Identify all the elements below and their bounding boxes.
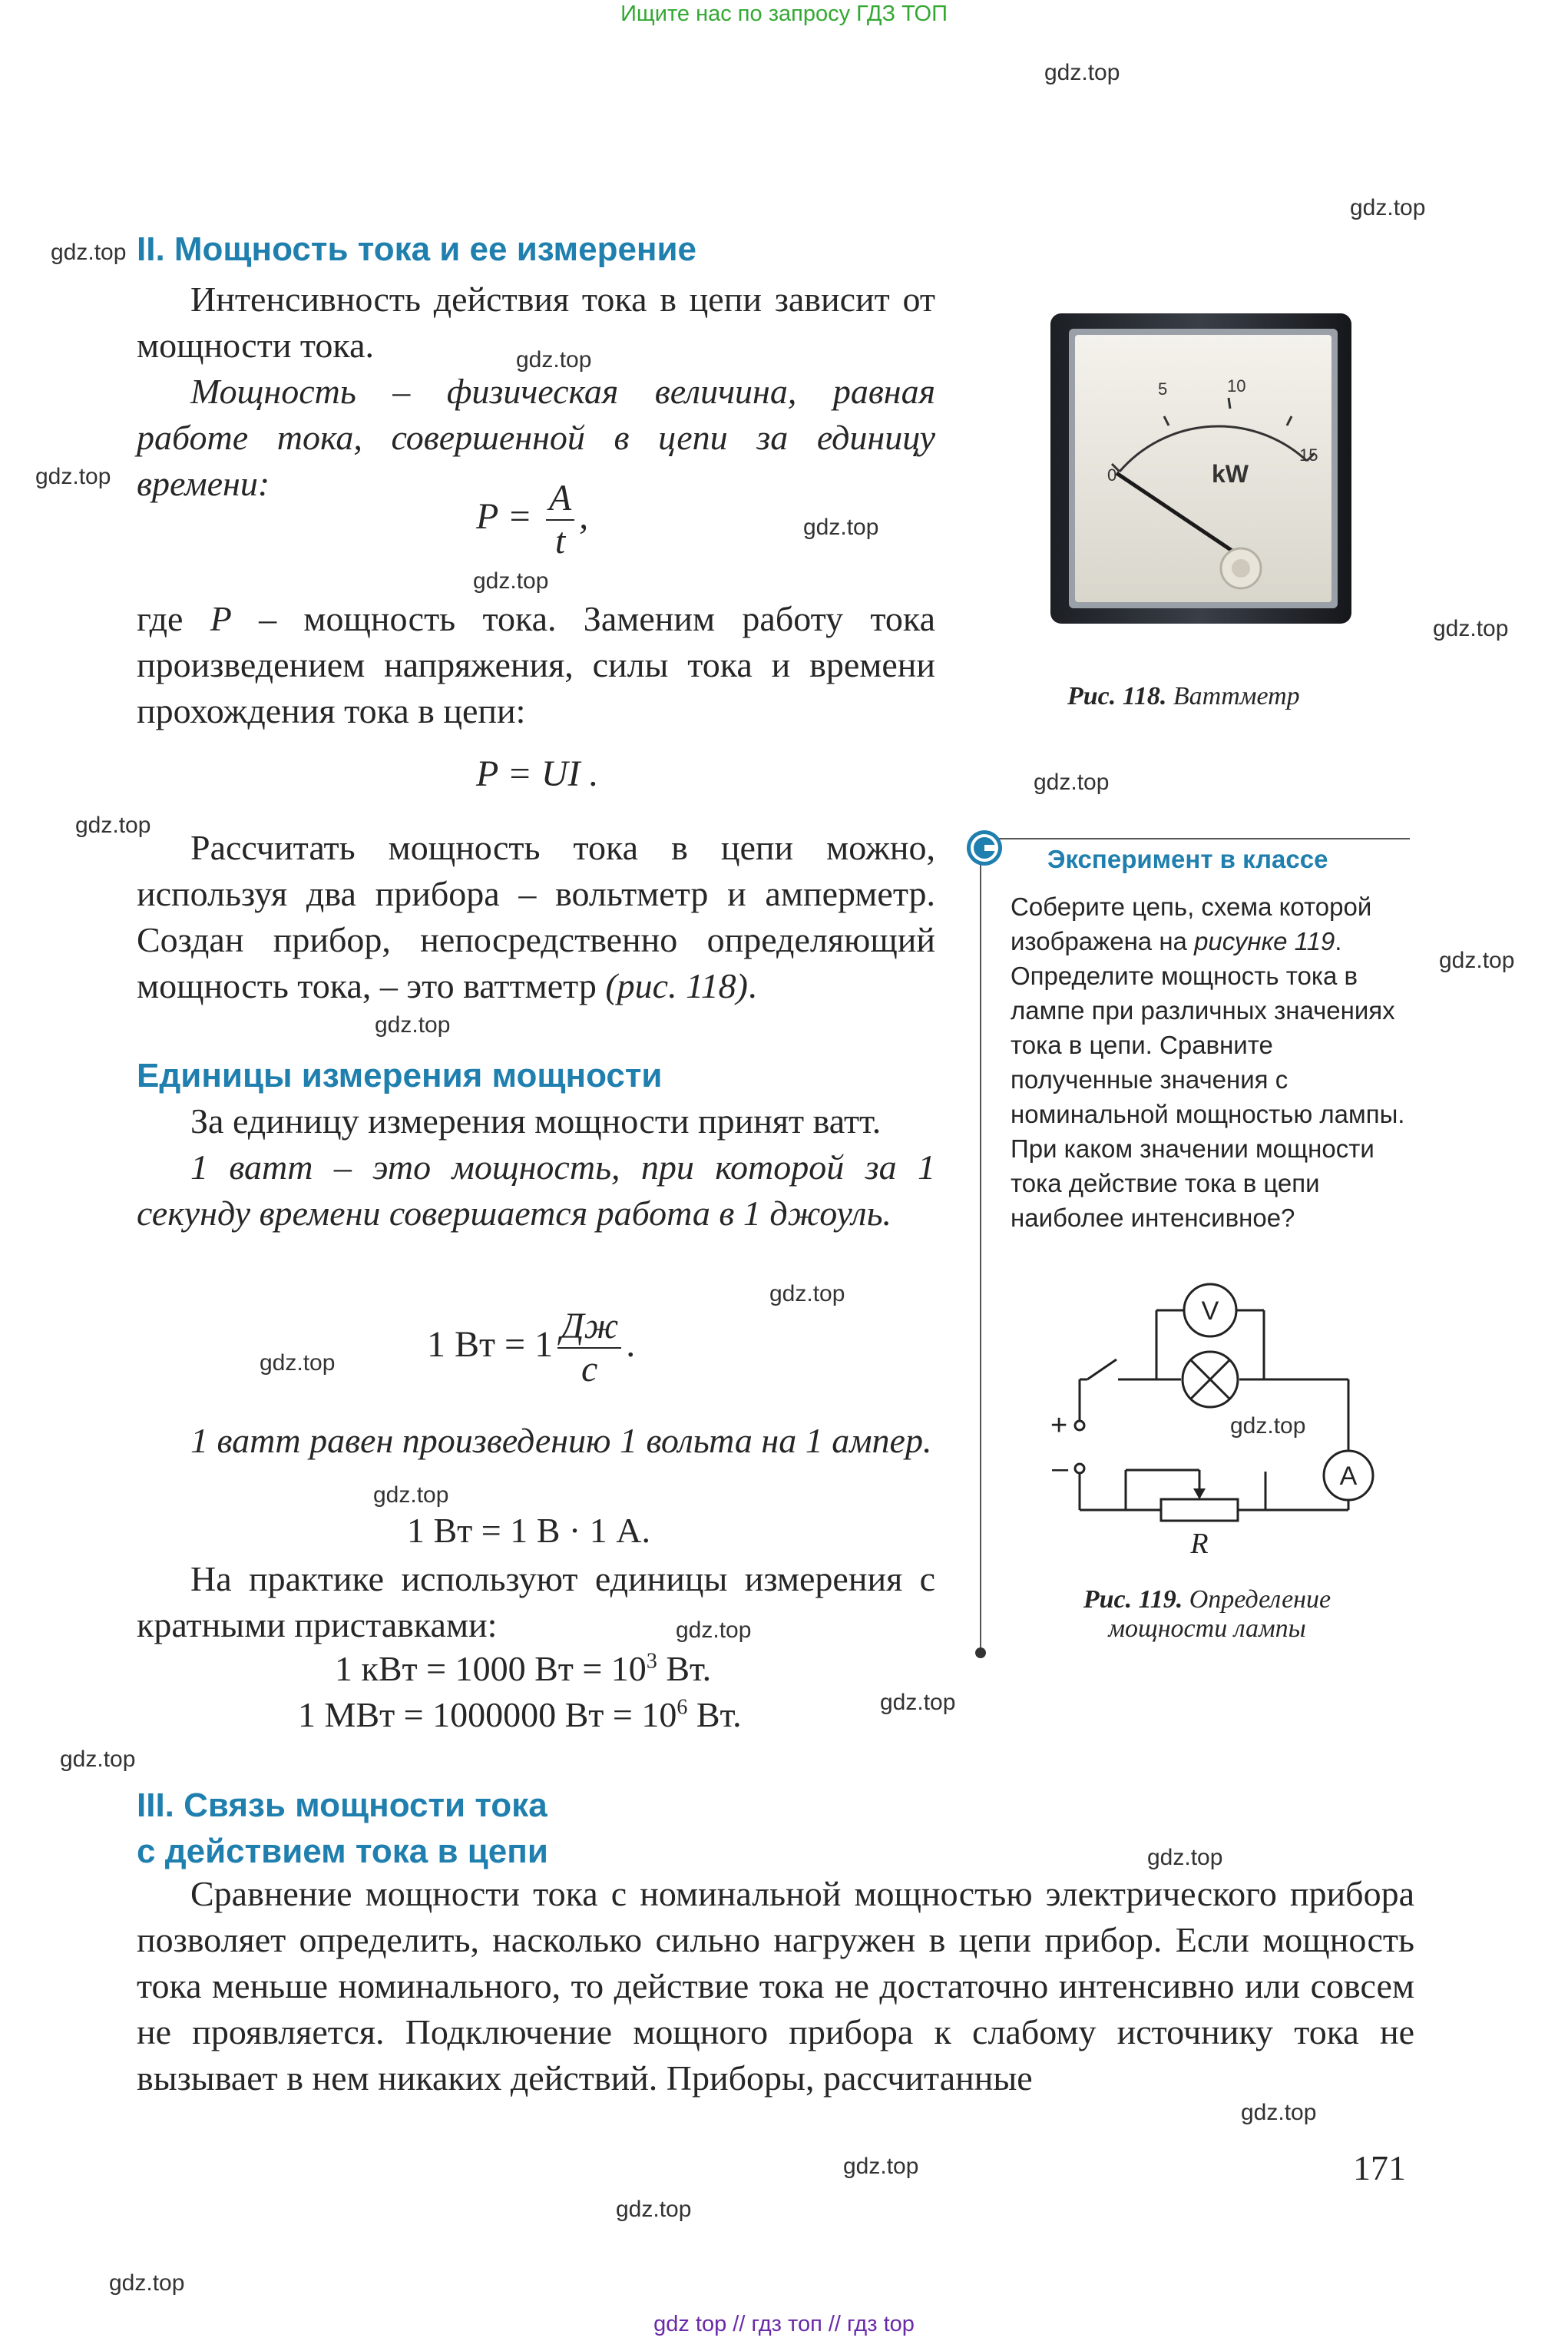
top-banner[interactable]: Ищите нас по запросу ГДЗ ТОП xyxy=(620,2,948,26)
section2-heading: II. Мощность тока и ее измерение xyxy=(137,230,697,268)
watermark: gdz.top xyxy=(75,813,151,838)
wattmeter-photo xyxy=(1046,310,1358,630)
formula-power-work: P = $\frac{A}{t}$ , xyxy=(476,478,589,561)
experiment-title: Эксперимент в классе xyxy=(1047,845,1328,873)
watermark: gdz.top xyxy=(1034,770,1110,795)
dial-tick-label: 10 xyxy=(1227,376,1246,396)
formula-megawatt: 1 МВт = 1000000 Вт = $10^6$ Вт. xyxy=(298,1695,742,1734)
formula-watt-volt-ampere: 1 Вт = 1 В · 1 А. xyxy=(407,1511,650,1550)
dial-unit-label: kW xyxy=(1212,460,1249,488)
section3-heading-line1: III. Связь мощности тока xyxy=(137,1786,547,1824)
watermark: gdz.top xyxy=(35,464,111,489)
section2-paragraph3: где P – мощность тока. Заменим работу тока произведением напряжения, силы тока и времени прохождения тока в цепи: xyxy=(137,599,935,730)
watermark: gdz.top xyxy=(1241,2100,1317,2125)
watermark: gdz.top xyxy=(769,1281,845,1306)
units-paragraph4: На практике используют единицы измерения с кратными приставками: xyxy=(137,1559,935,1644)
watermark: gdz.top xyxy=(1044,60,1120,85)
watermark: gdz.top xyxy=(373,1482,449,1508)
section3-paragraph1: Сравнение мощности тока с номинальной мощностью электрического прибора позволяет определить, насколько сильно нагружен в цепи прибор. Если мощность тока меньше номинального, то действие тока не достаточно интенсивно или совсем не проявляется. Подключение мощного прибора к слабому источнику тока не вызывает в нем никаких действий. Приборы, рассчитанные xyxy=(137,1874,1414,2098)
dial-tick-label: 5 xyxy=(1158,379,1168,399)
dial-tick-label: 0 xyxy=(1107,465,1117,485)
watermark: gdz.top xyxy=(51,240,127,265)
fig119-caption: Рис. 119. Определение мощности лампы xyxy=(1083,1585,1331,1643)
voltmeter-label: V xyxy=(1201,1296,1219,1326)
watermark: gdz.top xyxy=(1230,1413,1306,1439)
watermark: gdz.top xyxy=(616,2197,692,2222)
formula-kilowatt: 1 кВт = 1000 Вт = $10^3$ Вт. xyxy=(335,1649,712,1688)
circuit-diagram xyxy=(1034,1280,1410,1571)
watermark: gdz.top xyxy=(1147,1845,1223,1870)
watermark: gdz.top xyxy=(880,1690,956,1715)
watermark: gdz.top xyxy=(676,1618,752,1643)
units-heading: Единицы измерения мощности xyxy=(137,1057,663,1094)
formula-power-ui: P = UI . xyxy=(476,753,599,794)
units-paragraph1: За единицу измерения мощности принят ватт. xyxy=(190,1101,882,1141)
ammeter-label: A xyxy=(1339,1462,1358,1491)
watermark: gdz.top xyxy=(375,1012,451,1038)
section2-paragraph4: Рассчитать мощность тока в цепи можно, используя два прибора – вольтметр и амперметр. Создан прибор, непосредственно определяющий мощность тока, – это ваттметр (рис. 118). xyxy=(137,828,935,1005)
watermark: gdz.top xyxy=(1350,195,1426,220)
footer-links[interactable]: gdz top // гдз топ // гдз top xyxy=(653,2312,915,2336)
plus-terminal-label: + xyxy=(1050,1409,1068,1442)
watermark: gdz.top xyxy=(60,1747,136,1772)
experiment-icon xyxy=(966,829,1003,866)
power-definition: Мощность – физическая величина, равная работе тока, совершенной в цепи за единицу времени: xyxy=(137,372,935,503)
page-number: 171 xyxy=(1353,2148,1406,2187)
section2-paragraph1: Интенсивность действия тока в цепи зависит от мощности тока. xyxy=(137,280,935,365)
watermark: gdz.top xyxy=(260,1350,336,1376)
experiment-text: Соберите цепь, схема которой изображена на рисунке 119. Определите мощность тока в лампе при различных значениях тока в цепи. Сравните полученные значения с номинальной мощностью лампы. При каком значении мощности тока действие тока в цепи наиболее интенсивное? xyxy=(1011,892,1405,1232)
watermark: gdz.top xyxy=(843,2154,919,2179)
minus-terminal-label: – xyxy=(1052,1452,1069,1485)
watt-definition: 1 ватт – это мощность, при которой за 1 секунду времени совершается работа в 1 джоуль. xyxy=(137,1147,935,1233)
watermark: gdz.top xyxy=(516,347,592,373)
resistor-label: R xyxy=(1190,1528,1209,1560)
dial-tick-label: 15 xyxy=(1299,445,1318,465)
watermark: gdz.top xyxy=(473,568,549,594)
formula-watt-joule: 1 Вт = 1 $\frac{Дж}{с}$ . xyxy=(427,1306,636,1389)
watermark: gdz.top xyxy=(1439,948,1515,973)
watt-volt-ampere-definition: 1 ватт равен произведению 1 вольта на 1 ампер. xyxy=(190,1421,932,1460)
section3-heading-line2: с действием тока в цепи xyxy=(137,1833,548,1870)
fig118-caption: Рис. 118. Ваттметр xyxy=(1067,682,1300,710)
watermark: gdz.top xyxy=(803,515,879,540)
watermark: gdz.top xyxy=(109,2270,185,2296)
watermark: gdz.top xyxy=(1433,616,1509,641)
